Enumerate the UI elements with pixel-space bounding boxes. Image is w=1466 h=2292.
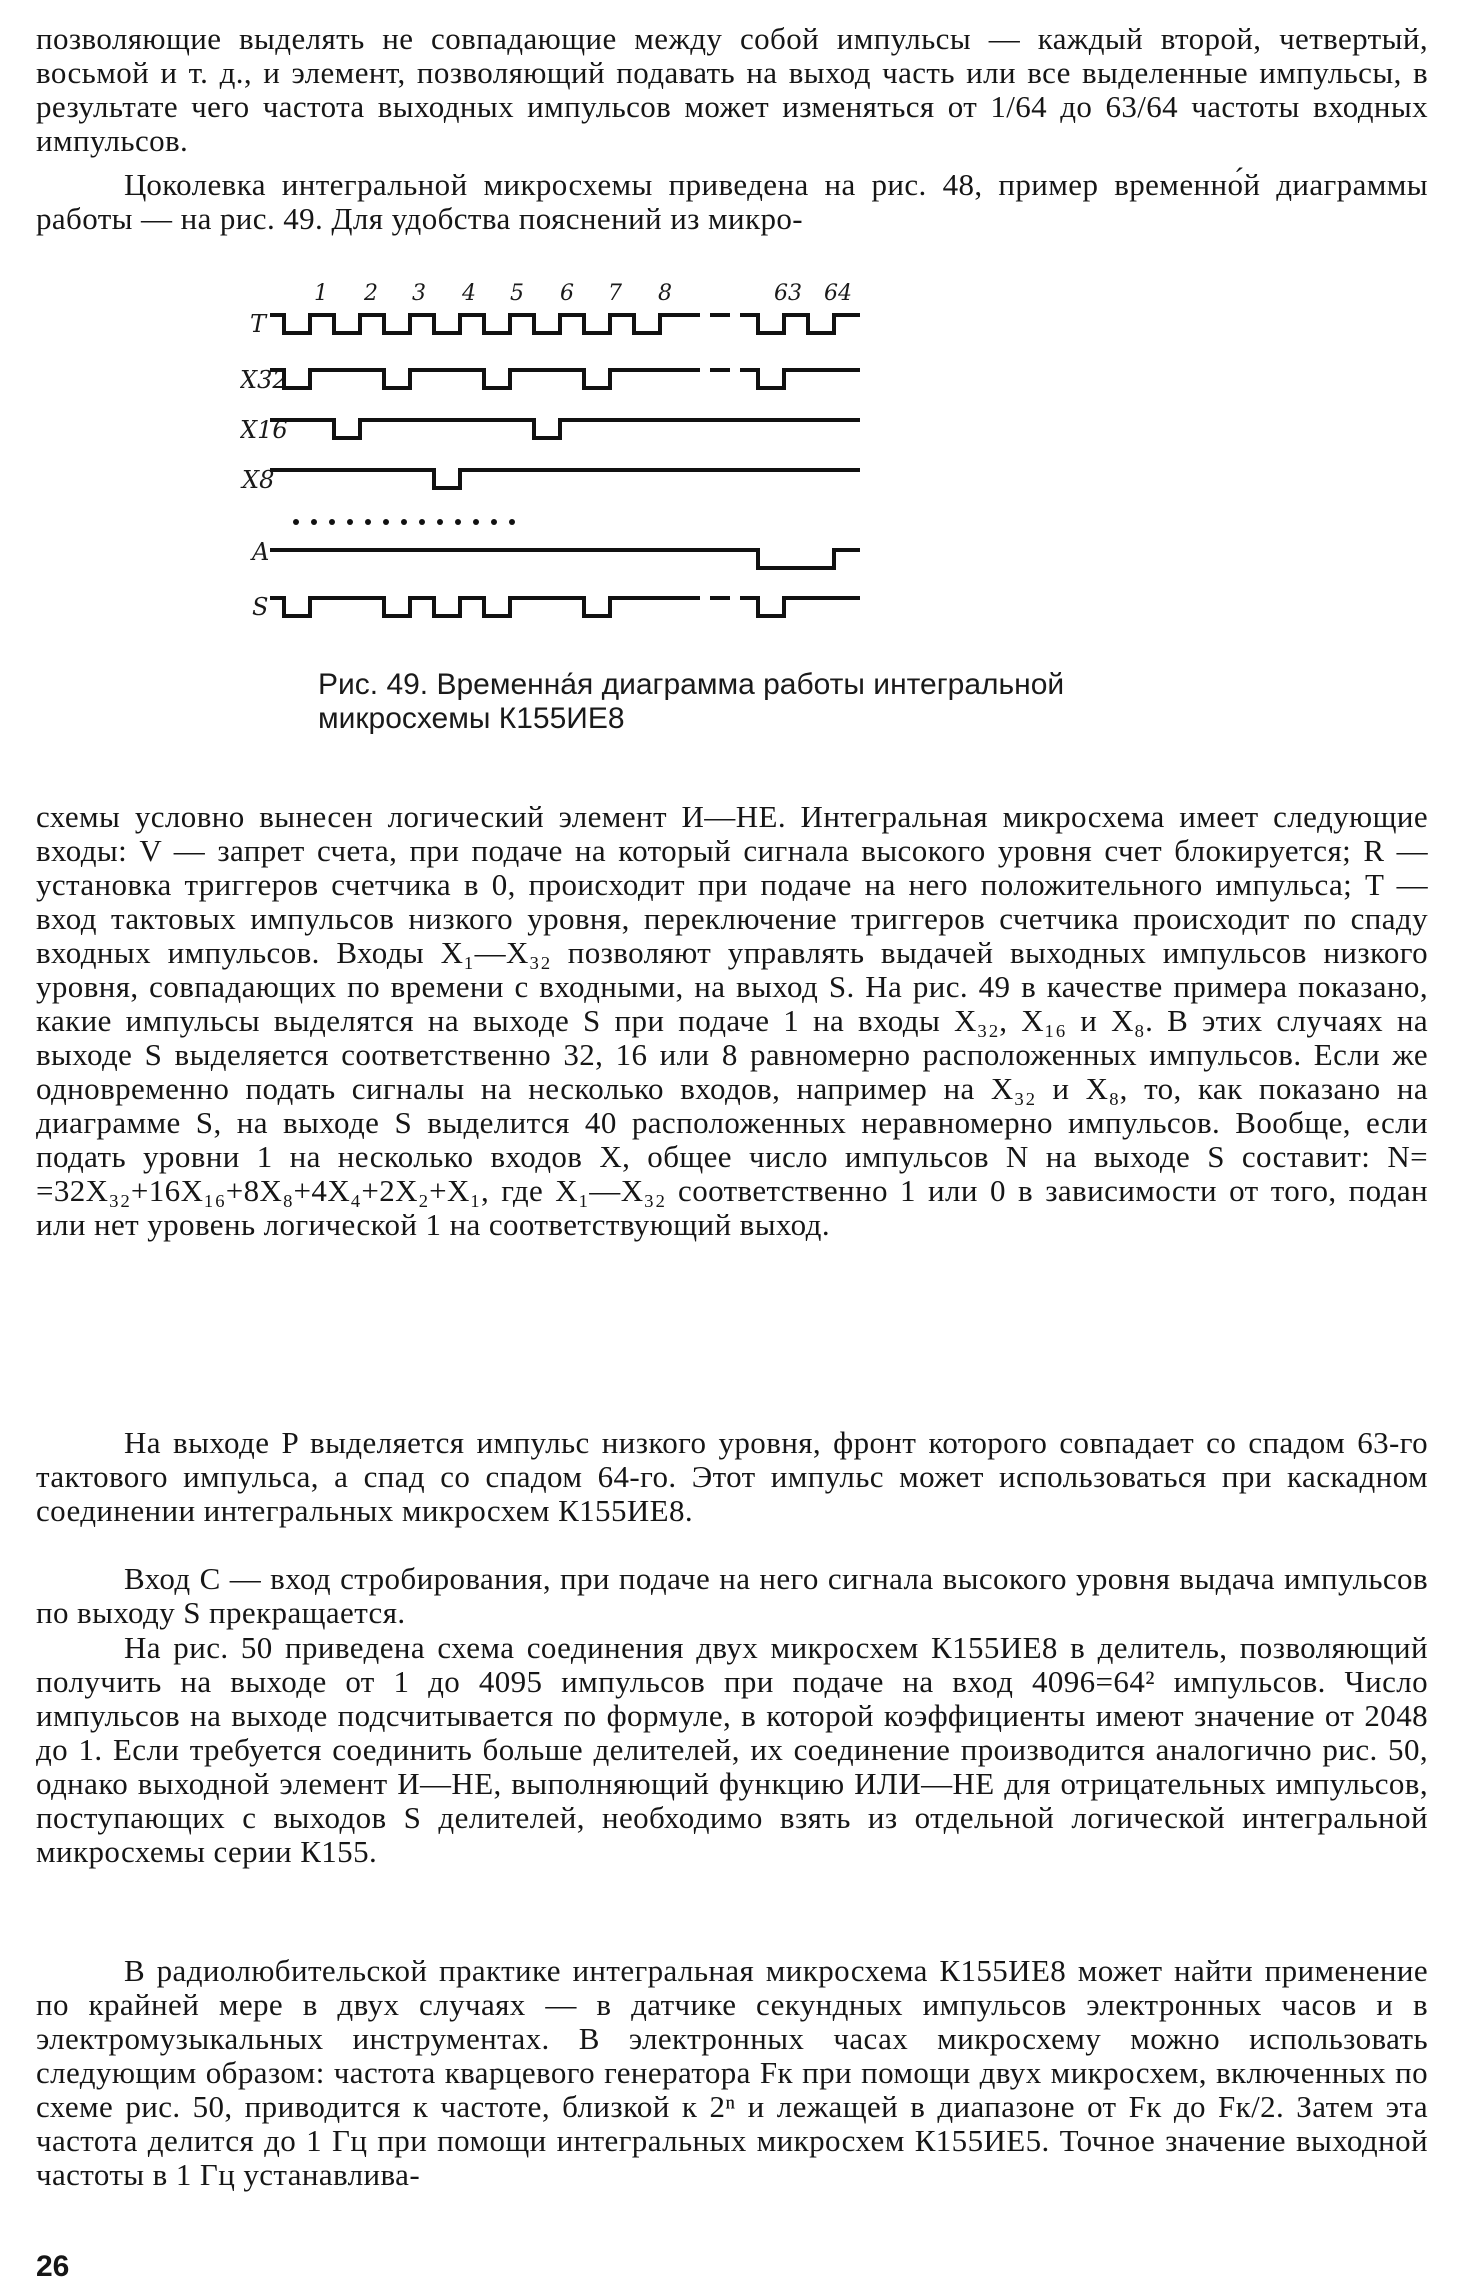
signal-label-x32: X32 — [240, 366, 288, 394]
waveform-x16 — [270, 420, 860, 438]
signal-label-s: S — [252, 593, 269, 621]
paragraph-4: На выходе P выделяется импульс низкого уровня, фронт которого совпадает со спадом 63-го тактового импульса, а спад со спадом 64-го. Этот импульс может использоваться при каскадном соединении интегральных микросхем К155ИЕ8. — [36, 1425, 1428, 1528]
paragraph-3: схемы условно вынесен логический элемент И—НЕ. Интегральная микросхема имеет следующие входы: V — запрет счета, при подаче на который сигнала высокого уровня счет блокируется; R — установка триггеров счетчика в 0, происходит при подаче на него положительного импульса; T — вход тактовых импульсов низкого уровня, переключение триггеров счетчика происходит по спаду входных импульсов. Входы X₁—X₃₂ позволяют управлять выдачей выходных импульсов низкого уровня, совпадающих по времени с входными, на выход S. На рис. 49 в качестве примера показано, какие импульсы выделятся на выходе S при подаче 1 на входы X₃₂, X₁₆ и X₈. В этих случаях на выходе S выделяется соответственно 32, 16 или 8 равномерно расположенных импульсов. Если же одновременно подать сигналы на несколько входов, например на X₃₂ и X₈, то, как показано на диаграмме S, на выходе S выделится 40 расположенных неравномерно импульсов. Вообще, если подать уровни 1 на несколько входов X, общее число импульсов N на выходе S составит: N= =32X₃₂+16X₁₆+8X₈+4X₄+2X₂+X₁, где X₁—X₃₂ соответственно 1 или 0 в зависимости от того, подан или нет уровень логической 1 на соответствующий выход. — [36, 799, 1428, 1242]
figure-caption: Рис. 49. Временна́я диаграмма работы интегральной микросхемы К155ИЕ8 — [318, 668, 1065, 735]
paragraph-2: Цоколевка интегральной микросхемы приведена на рис. 48, пример временно́й диаграммы работы — на рис. 49. Для удобства пояснений из микро- — [36, 167, 1428, 236]
signal-label-x8: X8 — [242, 466, 275, 494]
ellipsis-dots — [293, 519, 515, 525]
pulse-number: 6 — [560, 281, 574, 306]
pulse-number: 7 — [608, 281, 622, 306]
signal-label-t: T — [250, 310, 267, 338]
signal-label-x16: X16 — [240, 416, 288, 444]
page-number: 26 — [36, 2250, 70, 2283]
paragraph-5: Вход C — вход стробирования, при подаче на него сигнала высокого уровня выдача импульсов по выходу S прекращается. — [36, 1561, 1428, 1630]
pulse-number: 4 — [462, 281, 476, 306]
waveform-x8 — [270, 470, 860, 488]
pulse-number: 1 — [314, 281, 328, 306]
paragraph-1: позволяющие выделять не совпадающие между собой импульсы — каждый второй, четвертый, восьмой и т. д., и элемент, позволяющий подавать на выход часть или все выделенные импульсы, в результате чего частота выходных импульсов может изменяться от 1/64 до 63/64 частоты входных импульсов. — [36, 21, 1428, 158]
pulse-number: 63 — [774, 281, 802, 306]
pulse-number: 5 — [510, 281, 524, 306]
pulse-number: 8 — [658, 281, 672, 306]
waveform-t — [270, 315, 860, 333]
timing-diagram — [240, 270, 1200, 640]
timing-diagram-figure — [240, 270, 1200, 640]
paragraph-6: На рис. 50 приведена схема соединения двух микросхем К155ИЕ8 в делитель, позволяющий получить на выходе от 1 до 4095 импульсов при подаче на вход 4096=64² импульсов. Число импульсов на выходе подсчитывается по формуле, в которой коэффициенты имеют значение от 2048 до 1. Если требуется соединить больше делителей, их соединение производится аналогично рис. 50, однако выходной элемент И—НЕ, выполняющий функцию ИЛИ—НЕ для отрицательных импульсов, поступающих с выходов S делителей, необходимо взять из отдельной логической интегральной микросхемы серии К155. — [36, 1630, 1428, 1869]
paragraph-7: В радиолюбительской практике интегральная микросхема К155ИЕ8 может найти применение по крайней мере в двух случаях — в датчике секундных импульсов электронных часов и в электромузыкальных инструментах. В электронных часах микросхему можно использовать следующим образом: частота кварцевого генератора Fк при помощи двух микросхем, включенных по схеме рис. 50, приводится к частоте, близкой к 2ⁿ и лежащей в диапазоне от Fк до Fк/2. Затем эта частота делится до 1 Гц при помощи интегральных микросхем К155ИЕ5. Точное значение выходной частоты в 1 Гц устанавлива- — [36, 1953, 1428, 2192]
pulse-number: 64 — [824, 281, 852, 306]
pulse-number: 3 — [412, 281, 426, 306]
waveform-x32 — [270, 370, 860, 388]
waveform-s — [270, 598, 860, 616]
signal-label-a: A — [252, 538, 270, 566]
waveform-a — [270, 550, 860, 568]
pulse-number: 2 — [364, 281, 378, 306]
